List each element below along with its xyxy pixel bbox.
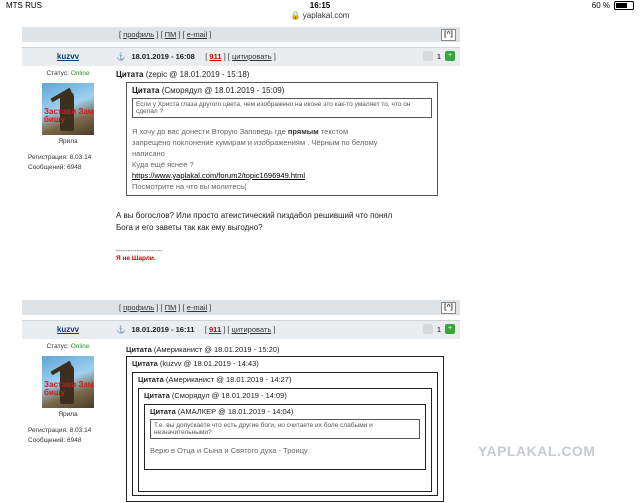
- quote-author: (kuzvv @ 18.01.2019 - 14:43): [159, 359, 259, 368]
- quote-author: (Сморядул @ 18.01.2019 - 14:09): [171, 391, 287, 400]
- user-rank: Ярила: [58, 138, 78, 145]
- user-info: [22, 70, 114, 173]
- quote-level-4: Цитата (Сморядул @ 18.01.2019 - 14:09) Цитата (АМАЛКЕР @ 18.01.2019 - 14:04) Т.е. вы допускаете что есть другие боги, но считаете их боле слабыми и незначительными? Верю в Отца и Сына и Святого духа - Троицу: [138, 388, 432, 492]
- battery-icon: [614, 1, 634, 10]
- quote-author: (Американист @ 18.01.2019 - 14:27): [165, 375, 292, 384]
- cite-link[interactable]: цитировать: [231, 52, 272, 61]
- address-bar[interactable]: [0, 11, 640, 22]
- inner-quote-author: (Сморядул @ 18.01.2019 - 15:09): [161, 86, 285, 95]
- inner-quote-text: Т.е. вы допускаете что есть другие боги, но считаете их боле слабыми и незначительными?: [150, 419, 420, 439]
- avatar[interactable]: [42, 356, 94, 408]
- message-count: Сообщений: 6948: [28, 164, 82, 171]
- author-link[interactable]: kuzvv: [56, 52, 80, 61]
- rating-link[interactable]: 911: [209, 325, 222, 334]
- quote-level-1: Цитата (Американист @ 18.01.2019 - 15:20) Цитата (kuzvv @ 18.01.2019 - 14:43) Цитата (Американист @ 18.01.2019 - 14:27) Цитата (Сморядул @ 18.01.2019 - 14:09) Цитата (АМАЛКЕР @ 18.01.2019 - 14:04) Т.е. вы допускаете что есть другие боги, но считаете их боле слабыми и незначительными? Верю в Отца и Сына и Святого духа - Троицу: [120, 343, 444, 503]
- quote-level-5: Цитата (АМАЛКЕР @ 18.01.2019 - 14:04) Т.е. вы допускаете что есть другие боги, но считаете их боле слабыми и незначительными? Верю в Отца и Сына и Святого духа - Троицу: [144, 404, 426, 470]
- inner-quote-text: Если у Христа глаза другого цвета, чем изображено на иконе это как-то умаляет то, что он сделал ?: [132, 98, 432, 118]
- inner-quote-label: Цитата: [132, 86, 160, 95]
- quote-label: Цитата: [116, 70, 144, 79]
- quote-level-2: Цитата (kuzvv @ 18.01.2019 - 14:43) Цитата (Американист @ 18.01.2019 - 14:27) Цитата (Сморядул @ 18.01.2019 - 14:09) Цитата (АМАЛКЕР @ 18.01.2019 - 14:04) Т.е. вы допускаете что есть другие боги, но считаете их боле слабыми и незначительными? Верю в Отца и Сына и Святого духа - Троицу: [126, 356, 444, 502]
- avatar-stamp: Застави Зам бишу: [44, 380, 94, 397]
- vote-up-icon[interactable]: +: [445, 51, 455, 61]
- avatar[interactable]: [42, 83, 94, 135]
- post-body: [116, 70, 456, 262]
- clock: 16:15: [309, 1, 331, 10]
- quote-text: Я хочу до вас донести Вторую Заповедь где прямым текстом запрещено поклонение кумирам и изображениям . Чёрным по белому написано Куда ещё яснее ? https://www.yaplakal.com/forum2/topic1696949.html Посмотрите на что вы молитесь(: [132, 126, 432, 192]
- ios-status-bar: [0, 0, 640, 11]
- watermark: YAPLAKAL.COM: [478, 443, 596, 459]
- vote-down-icon[interactable]: [423, 51, 433, 61]
- pm-link[interactable]: ПМ: [164, 30, 177, 39]
- post-links-bar: [ профиль ] [ ПМ ] [ e-mail ] [^]: [22, 27, 460, 42]
- post-header: kuzvv ⚓ 18.01.2019 - 16:11 [ 911 ] [ цитировать ] 1 +: [22, 320, 460, 339]
- post-header: kuzvv ⚓ 18.01.2019 - 16:08 [ 911 ] [ цитировать ] 1 +: [22, 47, 460, 66]
- quote-level-3: Цитата (Американист @ 18.01.2019 - 14:27) Цитата (Сморядул @ 18.01.2019 - 14:09) Цитата (АМАЛКЕР @ 18.01.2019 - 14:04) Т.е. вы допускаете что есть другие боги, но считаете их боле слабыми и незначительными? Верю в Отца и Сына и Святого духа - Троицу: [132, 372, 438, 496]
- vote-up-icon[interactable]: +: [445, 324, 455, 334]
- author-link[interactable]: kuzvv: [56, 325, 80, 334]
- post-date: 18.01.2019 - 16:08: [131, 52, 195, 61]
- user-rank: Ярила: [58, 411, 78, 418]
- quote-author: (zepic @ 18.01.2019 - 15:18): [145, 70, 250, 79]
- status-online: Online: [70, 70, 90, 77]
- battery-percent: 60 %: [591, 1, 610, 10]
- avatar-stamp: Застави Зам бишу: [44, 107, 94, 124]
- registration-date: Регистрация: 8.03.14: [28, 154, 92, 161]
- anchor-icon[interactable]: ⚓: [116, 52, 126, 61]
- email-link[interactable]: e-mail: [186, 30, 208, 39]
- post-links-bar: [ профиль ] [ ПМ ] [ e-mail ] [^]: [22, 300, 460, 315]
- quote-author: (АМАЛКЕР @ 18.01.2019 - 14:04): [177, 407, 294, 416]
- status-label: Статус:: [46, 70, 69, 77]
- quote-header: [116, 70, 456, 79]
- vote-down-icon[interactable]: [423, 324, 433, 334]
- quote-text: Верю в Отца и Сына и Святого духа - Троицу: [150, 446, 308, 455]
- email-link[interactable]: e-mail: [186, 303, 208, 312]
- status-label: Статус:: [46, 343, 69, 350]
- signature-divider: --------------------: [116, 248, 163, 255]
- carrier-label: MTS RUS: [6, 1, 42, 10]
- pm-link[interactable]: ПМ: [164, 303, 177, 312]
- post-body: [116, 343, 456, 503]
- reply-text: А вы богослов? Или просто атеистический пиздабол решивший что понял Бога и его заветы так как ему выгодно?: [116, 211, 393, 232]
- profile-link[interactable]: профиль: [123, 303, 155, 312]
- vote-count: 1: [436, 324, 441, 334]
- user-info: [22, 343, 114, 446]
- quote-author: (Американист @ 18.01.2019 - 15:20): [153, 345, 280, 354]
- registration-date: Регистрация: 8.03.14: [28, 427, 92, 434]
- vote-count: 1: [436, 51, 441, 61]
- anchor-icon[interactable]: ⚓: [116, 325, 126, 334]
- forum-page: [22, 22, 460, 480]
- url-text: yaplakal.com: [302, 11, 350, 20]
- message-count: Сообщений: 6948: [28, 437, 82, 444]
- rating-link[interactable]: 911: [209, 52, 222, 61]
- scroll-top-button[interactable]: [^]: [441, 29, 456, 41]
- status-online: Online: [70, 343, 90, 350]
- battery-indicator: [592, 1, 634, 10]
- lock-icon: 🔒: [290, 11, 301, 20]
- profile-link[interactable]: профиль: [123, 30, 155, 39]
- post-date: 18.01.2019 - 16:11: [131, 325, 195, 334]
- signature: Я не Шарли.: [116, 255, 156, 262]
- quote-block: [126, 82, 438, 196]
- topic-link[interactable]: https://www.yaplakal.com/forum2/topic1696949.html: [132, 171, 306, 180]
- scroll-top-button[interactable]: [^]: [441, 302, 456, 314]
- cite-link[interactable]: цитировать: [231, 325, 272, 334]
